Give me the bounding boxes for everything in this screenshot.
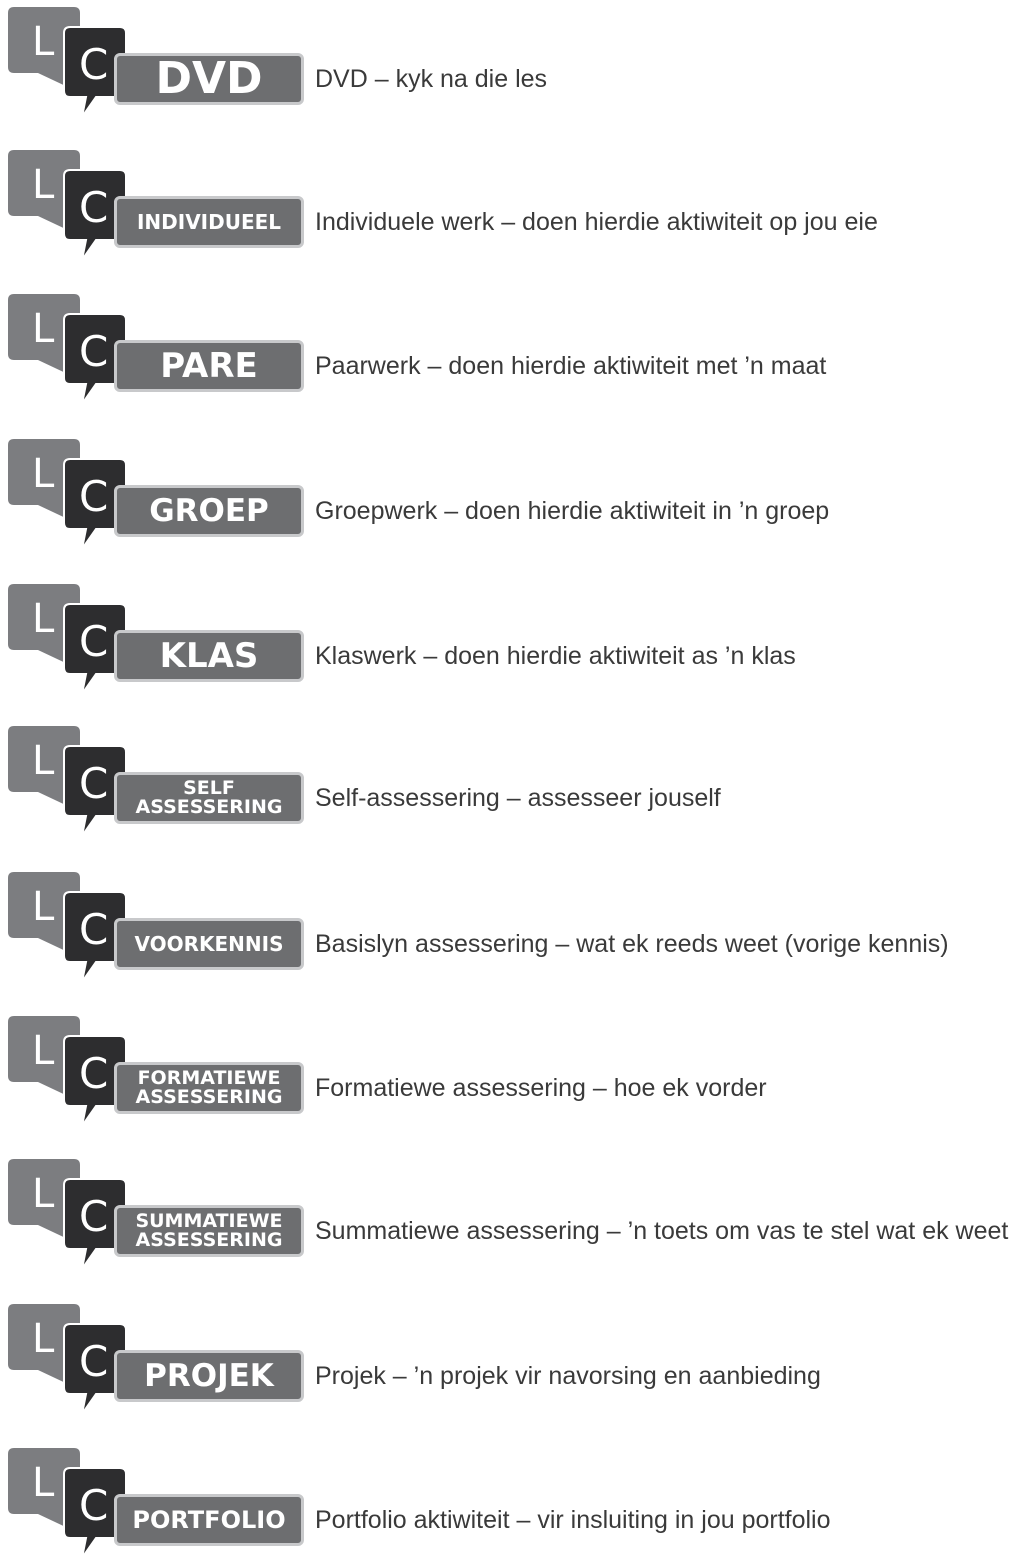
badge-label: DVD — [155, 53, 263, 104]
badge-label: PROJEK — [144, 1357, 274, 1394]
front-bubble-letter: C — [79, 1481, 109, 1530]
legend-item — [0, 148, 1035, 268]
back-bubble-letter: L — [32, 1171, 55, 1217]
activity-badge — [114, 1062, 304, 1114]
legend-item — [0, 1014, 1035, 1134]
front-bubble-letter: C — [79, 1337, 109, 1386]
legend-item — [0, 1157, 1035, 1277]
back-bubble-letter: L — [32, 596, 55, 642]
legend-item — [0, 870, 1035, 990]
badge-label: GROEP — [149, 492, 269, 529]
back-bubble-letter: L — [32, 1028, 55, 1074]
front-bubble-letter: C — [79, 327, 109, 376]
badge-label: ASSESSERING — [135, 796, 283, 818]
back-bubble-letter: L — [32, 451, 55, 497]
badge-label: PORTFOLIO — [132, 1506, 286, 1534]
front-bubble-letter: C — [79, 1049, 109, 1098]
activity-badge — [114, 772, 304, 824]
legend-item — [0, 1302, 1035, 1422]
badge-label: SELF — [183, 777, 235, 799]
lc-speech-bubbles-icon — [8, 582, 128, 702]
back-bubble-letter: L — [32, 738, 55, 784]
badge-label: PARE — [160, 346, 258, 386]
back-bubble-letter: L — [32, 1316, 55, 1362]
activity-icon — [8, 148, 300, 268]
activity-badge — [114, 53, 304, 105]
badge-label: SUMMATIEWE — [135, 1210, 283, 1232]
activity-description: Summatiewe assessering – ’n toets om vas te stel wat ek weet — [315, 1217, 1009, 1245]
back-bubble-letter: L — [32, 1460, 55, 1506]
front-bubble-letter: C — [79, 472, 109, 521]
activity-badge — [114, 1205, 304, 1257]
back-bubble-letter: L — [32, 884, 55, 930]
activity-description: Paarwerk – doen hierdie aktiwiteit met ’n maat — [315, 352, 827, 380]
activity-icon — [8, 1446, 300, 1566]
legend-item — [0, 724, 1035, 844]
activity-description: Projek – ’n projek vir navorsing en aanbieding — [315, 1362, 821, 1390]
legend-item — [0, 1446, 1035, 1566]
lc-speech-bubbles-icon — [8, 1157, 128, 1277]
badge-label: ASSESSERING — [135, 1086, 283, 1108]
activity-description: Portfolio aktiwiteit – vir insluiting in jou portfolio — [315, 1506, 831, 1534]
legend-item — [0, 292, 1035, 412]
front-bubble-letter: C — [79, 40, 109, 89]
activity-description: Basislyn assessering – wat ek reeds weet (vorige kennis) — [315, 930, 949, 958]
badge-label: KLAS — [159, 636, 259, 676]
activity-badge — [114, 196, 304, 248]
activity-description: Klaswerk – doen hierdie aktiwiteit as ’n klas — [315, 642, 796, 670]
activity-description: Self-assessering – assesseer jouself — [315, 784, 721, 812]
front-bubble-letter: C — [79, 759, 109, 808]
activity-icon — [8, 1014, 300, 1134]
activity-icon — [8, 724, 300, 844]
activity-badge — [114, 1494, 304, 1546]
legend-item — [0, 5, 1035, 125]
activity-icon — [8, 437, 300, 557]
lc-speech-bubbles-icon — [8, 5, 128, 125]
lc-speech-bubbles-icon — [8, 724, 128, 844]
activity-icon — [8, 1302, 300, 1422]
badge-label: FORMATIEWE — [137, 1067, 281, 1089]
badge-label: ASSESSERING — [135, 1229, 283, 1251]
lc-speech-bubbles-icon — [8, 1446, 128, 1566]
activity-badge — [114, 1350, 304, 1402]
lc-speech-bubbles-icon — [8, 870, 128, 990]
front-bubble-letter: C — [79, 905, 109, 954]
back-bubble-letter: L — [32, 306, 55, 352]
back-bubble-letter: L — [32, 19, 55, 65]
lc-speech-bubbles-icon — [8, 292, 128, 412]
legend-item — [0, 437, 1035, 557]
activity-badge — [114, 485, 304, 537]
activity-icon — [8, 292, 300, 412]
activity-icon — [8, 582, 300, 702]
activity-icon — [8, 1157, 300, 1277]
back-bubble-letter: L — [32, 162, 55, 208]
activity-badge — [114, 630, 304, 682]
front-bubble-letter: C — [79, 1192, 109, 1241]
badge-label: INDIVIDUEEL — [136, 210, 282, 234]
lc-speech-bubbles-icon — [8, 1014, 128, 1134]
front-bubble-letter: C — [79, 183, 109, 232]
activity-description: Groepwerk – doen hierdie aktiwiteit in ’n groep — [315, 497, 830, 525]
activity-icon — [8, 870, 300, 990]
legend-item — [0, 582, 1035, 702]
activity-description: Formatiewe assessering – hoe ek vorder — [315, 1074, 767, 1102]
front-bubble-letter: C — [79, 617, 109, 666]
badge-label: VOORKENNIS — [134, 932, 284, 956]
lc-speech-bubbles-icon — [8, 437, 128, 557]
activity-description: Individuele werk – doen hierdie aktiwiteit op jou eie — [315, 208, 878, 236]
activity-badge — [114, 918, 304, 970]
lc-speech-bubbles-icon — [8, 1302, 128, 1422]
activity-badge — [114, 340, 304, 392]
lc-speech-bubbles-icon — [8, 148, 128, 268]
activity-description: DVD – kyk na die les — [315, 65, 548, 93]
activity-icon — [8, 5, 300, 125]
